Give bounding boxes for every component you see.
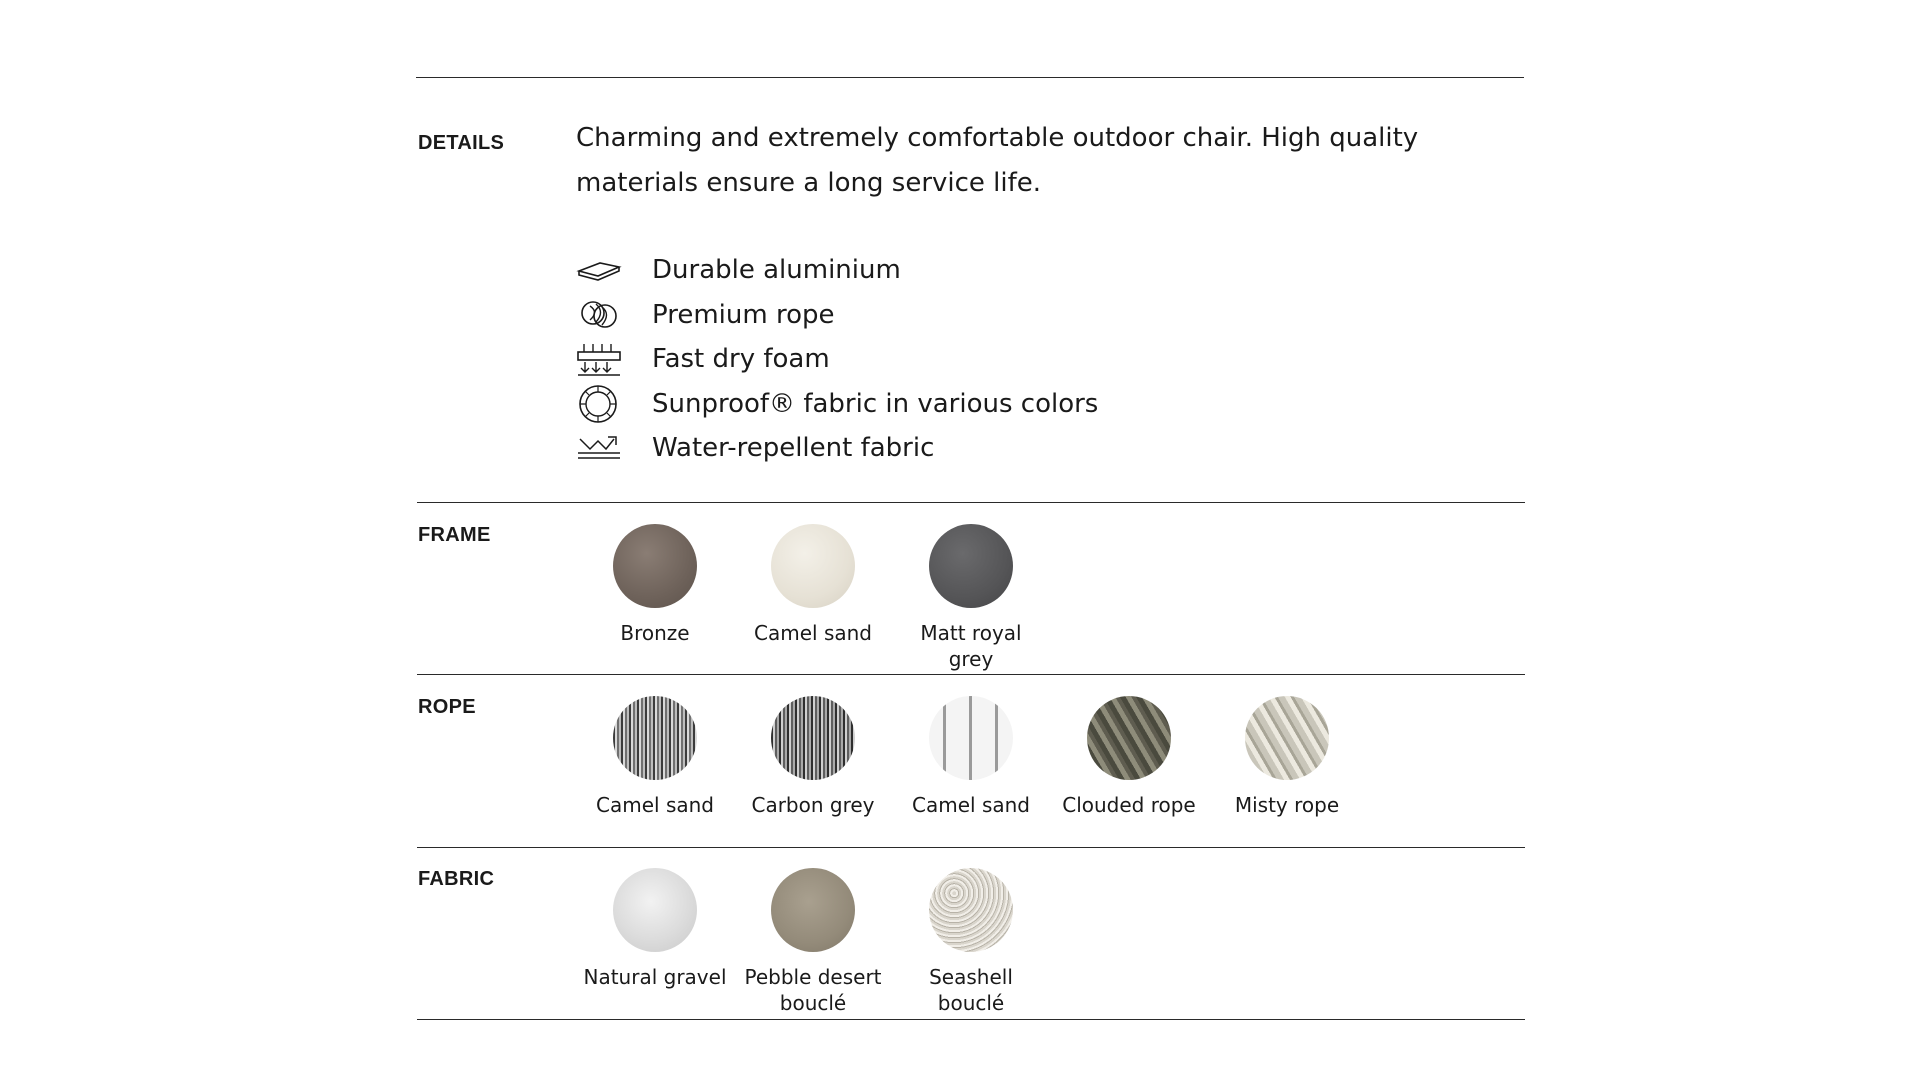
frame-divider: [417, 502, 1525, 503]
feature-text: Premium rope: [652, 299, 835, 330]
rope-swatches: [576, 696, 1366, 818]
swatch-seashell-boucle[interactable]: [892, 868, 1050, 1016]
feature-text: Durable aluminium: [652, 255, 901, 286]
feature-item: [576, 382, 1098, 427]
fabric-swatches: [576, 868, 1050, 1016]
swatch-clouded-rope[interactable]: [1050, 696, 1208, 818]
swatch-label: Natural gravel: [583, 965, 727, 989]
feature-item: [576, 248, 1098, 293]
swatch-label: Misty rope: [1234, 793, 1340, 817]
swatch-circle[interactable]: [929, 524, 1013, 608]
swatch-circle[interactable]: [613, 524, 697, 608]
swatch-label: Seashell bouclé: [929, 965, 1013, 1015]
frame-swatches: [576, 524, 1050, 672]
feature-text: Sunproof® fabric in various colors: [652, 388, 1099, 419]
fabric-divider: [417, 847, 1525, 848]
swatch-circle[interactable]: [771, 696, 855, 780]
swatch-circle[interactable]: [929, 696, 1013, 780]
details-description: Charming and extremely comfortable outdoor chair. High quality materials ensure a long service life.: [576, 123, 1419, 198]
swatch-pebble-desert-boucle[interactable]: [734, 868, 892, 1016]
swatch-rope-camel-sand-knots[interactable]: [892, 696, 1050, 818]
rope-divider: [417, 674, 1525, 675]
feature-list: [576, 248, 1098, 471]
feature-text: Fast dry foam: [652, 344, 830, 375]
swatch-circle[interactable]: [613, 868, 697, 952]
aluminium-layers-icon: [576, 253, 622, 287]
swatch-label: Camel sand: [596, 793, 714, 817]
water-repellent-icon: [576, 431, 622, 465]
swatch-label: Clouded rope: [1062, 793, 1196, 817]
swatch-matt-royal-grey[interactable]: [892, 524, 1050, 672]
top-divider: [416, 77, 1524, 78]
rope-label: ROPE: [418, 696, 476, 718]
swatch-label: Matt royal grey: [920, 621, 1022, 671]
swatch-label: Carbon grey: [751, 793, 875, 817]
swatch-circle[interactable]: [929, 868, 1013, 952]
feature-item: [576, 426, 1098, 471]
swatch-label: Pebble desert bouclé: [744, 965, 882, 1015]
swatch-circle[interactable]: [771, 868, 855, 952]
swatch-circle[interactable]: [613, 696, 697, 780]
feature-text: Water-repellent fabric: [652, 433, 935, 464]
swatch-bronze[interactable]: [576, 524, 734, 672]
fast-dry-foam-icon: [576, 342, 622, 376]
swatch-label: Camel sand: [754, 621, 872, 645]
frame-label: FRAME: [418, 524, 491, 546]
swatch-natural-gravel[interactable]: [576, 868, 734, 1016]
rope-icon: [576, 298, 622, 332]
swatch-rope-camel-sand[interactable]: [576, 696, 734, 818]
swatch-circle[interactable]: [771, 524, 855, 608]
swatch-rope-carbon-grey[interactable]: [734, 696, 892, 818]
swatch-label: Camel sand: [912, 793, 1030, 817]
swatch-camel-sand[interactable]: [734, 524, 892, 672]
bottom-divider: [417, 1019, 1525, 1020]
feature-item: [576, 293, 1098, 338]
swatch-circle[interactable]: [1087, 696, 1171, 780]
details-label: DETAILS: [418, 132, 505, 154]
fabric-label: FABRIC: [418, 868, 495, 890]
sun-circle-icon: [576, 387, 622, 421]
swatch-misty-rope[interactable]: [1208, 696, 1366, 818]
swatch-label: Bronze: [620, 621, 690, 645]
feature-item: [576, 337, 1098, 382]
swatch-circle[interactable]: [1245, 696, 1329, 780]
